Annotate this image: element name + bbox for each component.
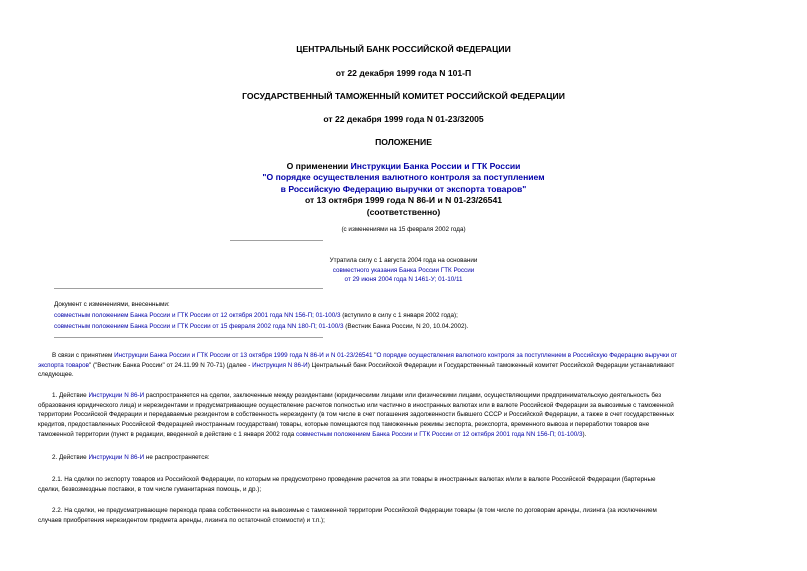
- separator-line: [230, 240, 323, 241]
- issuer-gtk-date: от 22 декабря 1999 года N 01-23/32005: [323, 114, 484, 124]
- amendments-block: [54, 300, 468, 332]
- void-notice-link-2[interactable]: от 29 июня 2004 года N 1461-У; 01-10/11: [344, 276, 463, 284]
- clause-2-paragraph: [38, 453, 770, 463]
- clause-1-text: таможенной территории (пункт в редакции, введенной в действие с 1 января 2002 года: [38, 430, 297, 438]
- title-line-1: [0, 161, 807, 172]
- instruction-86i-link[interactable]: Инструкции N 86-И: [88, 392, 145, 399]
- preamble-quote: ": [372, 352, 377, 359]
- title-line-4: от 13 октября 1999 года N 86-И и N 01-23/26541: [304, 195, 503, 206]
- title-line-5: (соответственно): [366, 206, 441, 217]
- separator-line: [54, 337, 323, 338]
- title-line-3: [0, 184, 807, 195]
- amendment-link-1[interactable]: совместным положением Банка России и ГТК России от 12 октября 2001 года NN 156-П; 01-100/3: [54, 311, 341, 319]
- instruction-86i-title-link-2[interactable]: экспорта товаров: [38, 361, 89, 369]
- clause-1-line-5: [38, 430, 770, 440]
- title-line-2: [0, 172, 807, 183]
- instruction-86i-link[interactable]: Инструкции Банка России и ГТК России от 13 октября 1999 года N 86-И и N 01-23/26541: [114, 352, 373, 359]
- preamble-line-1: [38, 351, 770, 361]
- instruction-title-link-2[interactable]: в Российскую Федерацию выручки от экспорта товаров": [280, 183, 527, 194]
- separator-line: [54, 288, 323, 289]
- amendment-item: [54, 322, 468, 333]
- clause-1-line-4: кредитов, предоставленных Российской Федерацией иностранным государствам) товары, которые помещаются под таможенные режимы экспорта, реэкспорта, временного вывоза и переработки товаров вне: [38, 421, 650, 429]
- preamble-paragraph: [38, 351, 770, 380]
- clause-2-2-line-1: 2.2. На сделки, не предусматривающие перехода права собственности на вывозимые с таможенной территории Российской Федерации товары (в том числе по договорам аренды, лизинга (за исключением: [52, 507, 657, 514]
- title-prefix: О применении: [286, 161, 351, 171]
- preamble-text: ) Центральный банк Российской Федерации и Государственный таможенный комитет Российской Федерации устанавливают: [307, 361, 675, 369]
- issuer-cbr-date: от 22 декабря 1999 года N 101-П: [335, 68, 472, 78]
- instruction-86i-title-link[interactable]: О порядке осуществления валютного контроля за поступлением в Российскую Федерацию выручки от: [376, 352, 678, 359]
- preamble-text: В связи с принятием: [52, 352, 115, 359]
- clause-2-1-paragraph: [38, 475, 770, 494]
- clause-1-text: ).: [582, 430, 587, 438]
- issuer-gtk: ГОСУДАРСТВЕННЫЙ ТАМОЖЕННЫЙ КОМИТЕТ РОССИЙСКОЙ ФЕДЕРАЦИИ: [242, 91, 565, 101]
- preamble-text: " ("Вестник Банка России" от 24.11.99 N 70-71) (далее -: [88, 361, 253, 369]
- clause-2-2-paragraph: [38, 506, 770, 525]
- clause-2-line-1: [38, 453, 770, 463]
- amendment-tail-1: (вступило в силу с 1 января 2002 года);: [340, 311, 458, 319]
- document-type: ПОЛОЖЕНИЕ: [375, 137, 432, 147]
- clause-2-1-line-2: сделки, безвозмездные поставки, в том числе гуманитарная помощь, и др.);: [38, 485, 262, 493]
- void-notice-link-line-2: [230, 275, 577, 285]
- clause-1-line-2: образования юридического лица) и нерезидентами и предусматривающие осуществление расчетов полностью или частично в иностранных валютах или в валюте Российской Федерации за вывозимые с таможенной: [38, 401, 674, 409]
- clause-2-text: не распространяется:: [144, 454, 210, 461]
- clause-1-text: распространяется на сделки, заключенные между резидентами (юридическими лицами или физическими лицами, осуществляющими предпринимательскую деятельность без: [144, 392, 662, 399]
- amendment-link-2[interactable]: совместным положением Банка России и ГТК России от 15 февраля 2002 года NN 180-П; 01-100/3: [54, 322, 344, 330]
- clause-1-number: 1. Действие: [52, 392, 89, 399]
- void-notice-link-1[interactable]: совместного указания Банка России ГТК России: [332, 266, 475, 274]
- clause-1-line-1: [38, 391, 770, 401]
- issuer-cbr: ЦЕНТРАЛЬНЫЙ БАНК РОССИЙСКОЙ ФЕДЕРАЦИИ: [296, 44, 511, 54]
- instruction-86i-link[interactable]: Инструкции N 86-И: [88, 454, 145, 461]
- clause-2-2-line-2: случаев приобретения нерезидентом предмета аренды, лизинга по остаточной стоимости) и т.п.);: [38, 516, 325, 524]
- void-notice: [230, 256, 577, 285]
- instruction-link[interactable]: Инструкции Банка России и ГТК России: [350, 161, 521, 171]
- clause-2-number: 2. Действие: [52, 454, 89, 461]
- amendment-link-1[interactable]: совместным положением Банка России и ГТК России от 12 октября 2001 года NN 156-П; 01-100/3: [296, 430, 583, 438]
- amendments-intro: Документ с изменениями, внесенными:: [54, 301, 170, 308]
- amendment-tail-2: (Вестник Банка России, N 20, 10.04.2002).: [343, 322, 469, 330]
- preamble-line-2: [38, 361, 770, 371]
- preamble-line-3: следующее.: [38, 371, 74, 379]
- clause-1-paragraph: [38, 391, 770, 440]
- document-title: [0, 161, 807, 218]
- void-notice-link-line-1: [230, 266, 577, 276]
- void-notice-line: Утратила силу с 1 августа 2004 года на основании: [329, 257, 478, 264]
- clause-2-1-line-1: 2.1. На сделки по экспорту товаров из Российской Федерации, по которым не предусмотрено проведение расчетов за эти товары в иностранных валютах и/или в валюте Российской Федерации (бартерные: [52, 476, 656, 483]
- clause-1-line-3: территории Российской Федерации и передаваемые резидентом в собственность нерезиденту (в том числе в счет погашения задолженности бывшего СССР и Российской Федерации, а также в счет государственных: [38, 411, 675, 419]
- amendment-item: [54, 311, 468, 322]
- instruction-86i-short-link[interactable]: Инструкция N 86-И: [252, 361, 308, 369]
- changes-note: (с изменениями на 15 февраля 2002 года): [341, 226, 466, 233]
- instruction-title-link-1[interactable]: "О порядке осуществления валютного контроля за поступлением: [262, 172, 545, 183]
